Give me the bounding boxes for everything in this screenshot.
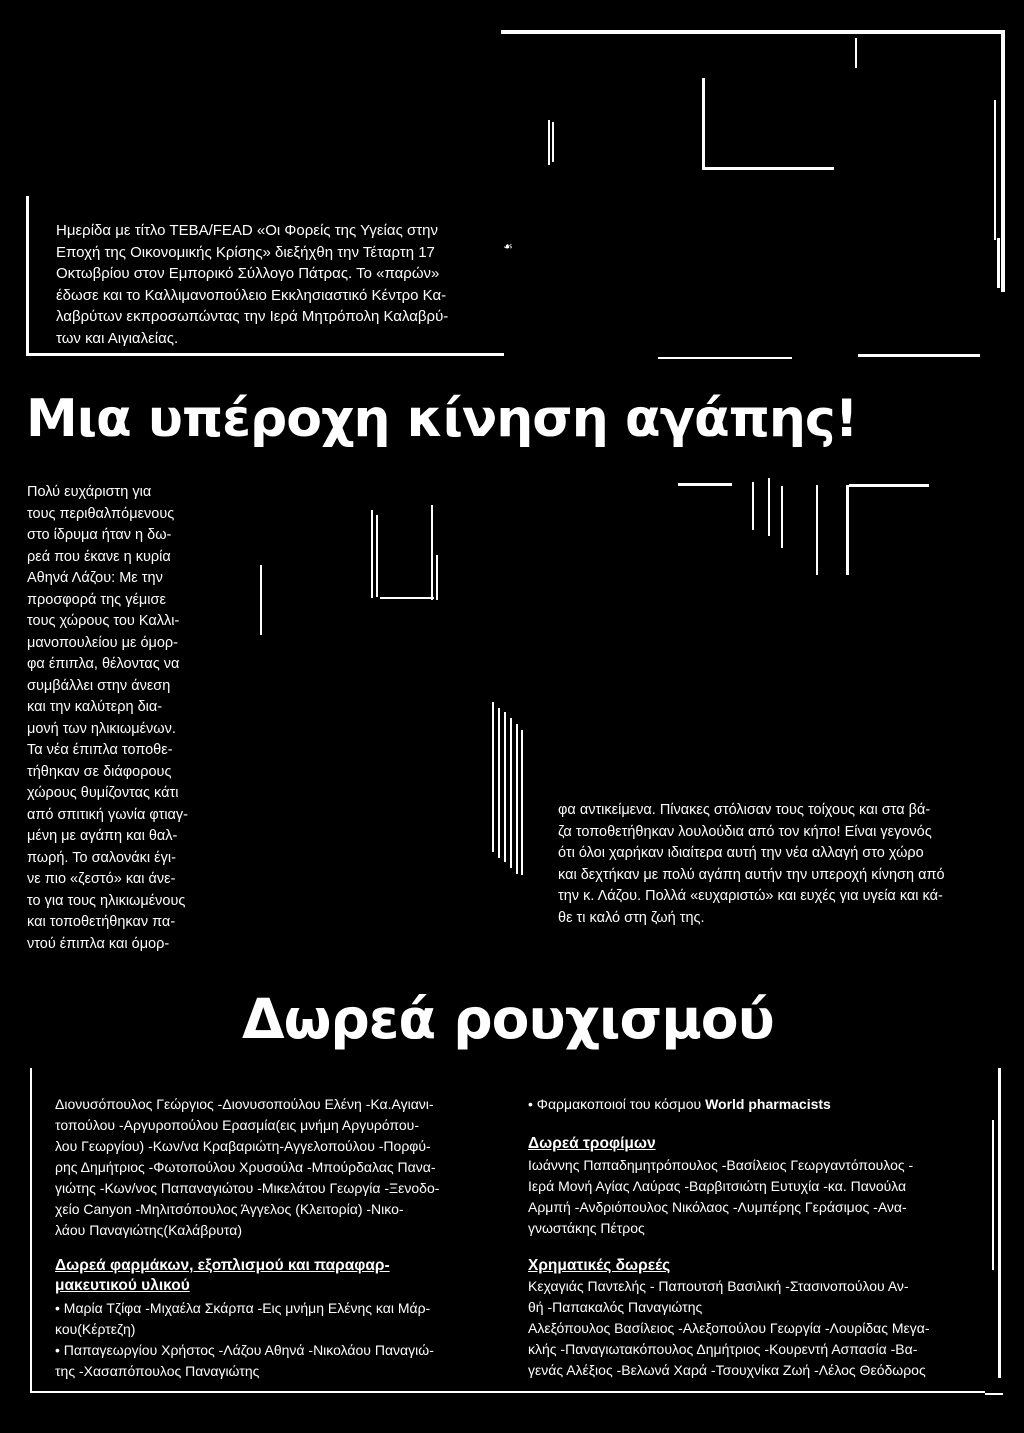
- article-line: νε πιο «ζεστό» και άνε-: [27, 871, 176, 887]
- donor-line: τοπούλου -Αργυροπούλου Ερασμία(εις μνήμη Αργυρόπου-: [55, 1117, 419, 1133]
- article-line: φα έπιπλα, θέλοντας να: [27, 656, 180, 672]
- donor-line: Ιωάννης Παπαδημητρόπουλος -Βασίλειος Γεωργαντόπουλος -: [528, 1157, 914, 1173]
- article-line: μανοπουλείου με όμορ-: [27, 634, 179, 651]
- food-donors: [528, 1155, 998, 1239]
- article-line: ζα τοποθετήθηκαν λουλούδια από τον κήπο! Είναι γεγονός: [558, 823, 932, 840]
- article-title: Μια υπέροχη κίνηση αγάπης!: [26, 389, 858, 449]
- food-donations-heading: Δωρεά τροφίμων: [528, 1135, 656, 1152]
- donor-line: • Παπαγεωργίου Χρήστος -Λάζου Αθηνά -Νικολάου Παναγιώ-: [55, 1342, 434, 1358]
- article-line: την κ. Λάζου. Πολλά «ευχαριστώ» και ευχές για υγεία και κά-: [558, 888, 943, 904]
- donor-line: λου Γεωργίου) -Κων/να Κραβαριώτη-Αγγελοπούλου -Πορφύ-: [55, 1138, 431, 1154]
- donor-line: Ιερά Μονή Αγίας Λαύρας -Βαρβιτσιώτη Ευτυχία -κα. Πανούλα: [528, 1178, 907, 1194]
- article-left-column: [27, 482, 227, 955]
- decorative-glyph: ☙: [503, 241, 513, 253]
- article-line: χώρους θυμίζοντας κάτι: [27, 785, 179, 801]
- money-donations-heading: Χρηματικές δωρεές: [528, 1257, 671, 1274]
- donor-line: ρης Δημήτριος -Φωτοπούλου Χρυσούλα -Μπούρδαλας Πανα-: [55, 1159, 436, 1175]
- pharmacists-line: [528, 1094, 831, 1115]
- article-line: τους περιθαλπόμενους: [27, 505, 175, 522]
- donations-title: Δωρεά ρουχισμού: [242, 987, 774, 1051]
- intro-line: Ημερίδα με τίτλο ΤΕΒΑ/FEAD «Οι Φορείς της Υγείας στην: [56, 222, 438, 239]
- article-line: ντού έπιπλα και όμορ-: [27, 935, 170, 952]
- article-line: συμβάλλει στην άνεση: [27, 677, 171, 694]
- article-line: τους χώρους του Καλλι-: [27, 613, 180, 629]
- article-line: πωρή. Το σαλονάκι έγι-: [27, 849, 176, 866]
- article-line: τήθηκαν σε διάφορους: [27, 763, 172, 780]
- donor-line: χείο Canyon -Μηλιτσόπουλος Άγγελος (Κλειτορία) -Νικο-: [55, 1201, 404, 1217]
- article-line: Τα νέα έπιπλα τοποθε-: [27, 742, 173, 758]
- medical-donors: [55, 1298, 515, 1382]
- donor-line: Διονυσόπουλος Γεώργιος -Διονυσοπούλου Ελένη -Κα.Αγιανι-: [55, 1096, 434, 1112]
- clothing-donors: [55, 1094, 515, 1241]
- intro-text: [56, 220, 496, 349]
- pharmacists-prefix: • Φαρμακοποιοί του κόσμου: [528, 1096, 706, 1112]
- donor-line: Αρμπή -Ανδριόπουλος Νικόλαος -Λυμπέρης Γεράσιμος -Ανα-: [528, 1199, 907, 1215]
- article-line: και τοποθετήθηκαν πα-: [27, 914, 176, 930]
- pharmacists-name: World pharmacists: [705, 1096, 831, 1112]
- article-line: ότι όλοι χαρήκαν ιδιαίτερα αυτή την νέα αλλαγή στο χώρο: [558, 845, 924, 861]
- money-donors: [528, 1276, 998, 1381]
- article-line: και δεχτήκαν με πολύ αγάπη αυτήν την υπεροχή κίνηση από: [558, 866, 945, 883]
- article-line: φα αντικείμενα. Πίνακες στόλισαν τους τοίχους και στα βά-: [558, 802, 931, 818]
- article-line: στο ίδρυμα ήταν η δω-: [27, 527, 172, 543]
- article-line: προσφορά της γέμισε: [27, 591, 166, 608]
- article-line: το για τους ηλικιωμένους: [27, 892, 186, 909]
- donor-line: λάου Παναγιώτης(Καλάβρυτα): [55, 1222, 242, 1238]
- medical-heading-line: Δωρεά φαρμάκων, εξοπλισμού και παραφαρ-: [55, 1257, 390, 1274]
- intro-line: Εποχή της Οικονομικής Κρίσης» διεξήχθη την Τέταρτη 17: [56, 243, 435, 261]
- intro-line: έδωσε και το Καλλιμανοπούλειο Εκκλησιαστικό Κέντρο Κα-: [56, 286, 447, 304]
- donor-line: γνωστάκης Πέτρος: [528, 1220, 645, 1236]
- article-line: θε τι καλό στη ζωή της.: [558, 909, 705, 926]
- donor-line: κλής -Παναγιωτακόπουλος Δημήτριος -Κουρεντή Ασπασία -Βα-: [528, 1341, 918, 1357]
- medical-heading-line: μακευτικού υλικού: [55, 1277, 190, 1294]
- donor-line: γενάς Αλέξιος -Βελωνά Χαρά -Τσουχνίκα Ζωή -Λέλος Θεόδωρος: [528, 1362, 926, 1378]
- donor-line: θή -Παπακαλός Παναγιώτης: [528, 1299, 703, 1315]
- article-line: από σπιτική γωνία φτιαγ-: [27, 806, 189, 823]
- article-line: μένη με αγάπη και θαλ-: [27, 828, 178, 844]
- intro-line: των και Αιγιαλείας.: [56, 329, 179, 347]
- article-line: ρεά που έκανε η κυρία: [27, 548, 171, 565]
- donor-line: Αλεξόπουλος Βασίλειος -Αλεξοπούλου Γεωργία -Λουρίδας Μεγα-: [528, 1320, 930, 1336]
- donor-line: της -Χασαπόπουλος Παναγιώτης: [55, 1363, 260, 1379]
- article-line: μονή των ηλικιωμένων.: [27, 720, 176, 737]
- medical-donations-heading: [55, 1256, 390, 1296]
- article-line: Πολύ ευχάριστη για: [27, 484, 152, 500]
- article-line: Αθηνά Λάζου: Με την: [27, 570, 163, 586]
- intro-line: Οκτωβρίου στον Εμπορικό Σύλλογο Πάτρας. Το «παρών»: [56, 265, 440, 282]
- article-line: και την καλύτερη δια-: [27, 699, 163, 715]
- donor-line: Κεχαγιάς Παντελής - Παπουτσή Βασιλική -Στασινοπούλου Αν-: [528, 1278, 909, 1294]
- donor-line: • Μαρία Τζίφα -Μιχαέλα Σκάρπα -Εις μνήμη Ελένης και Μάρ-: [55, 1300, 431, 1316]
- donor-line: κου(Κέρτεζη): [55, 1321, 136, 1337]
- intro-line: λαβρύτων εκπροσωπώντας την Ιερά Μητρόπολη Καλαβρύ-: [56, 308, 449, 325]
- donor-line: γιώτης -Κων/νος Παπαναγιώτου -Μικελάτου Γεωργία -Ξενοδο-: [55, 1180, 440, 1196]
- article-right-column: [558, 800, 1003, 929]
